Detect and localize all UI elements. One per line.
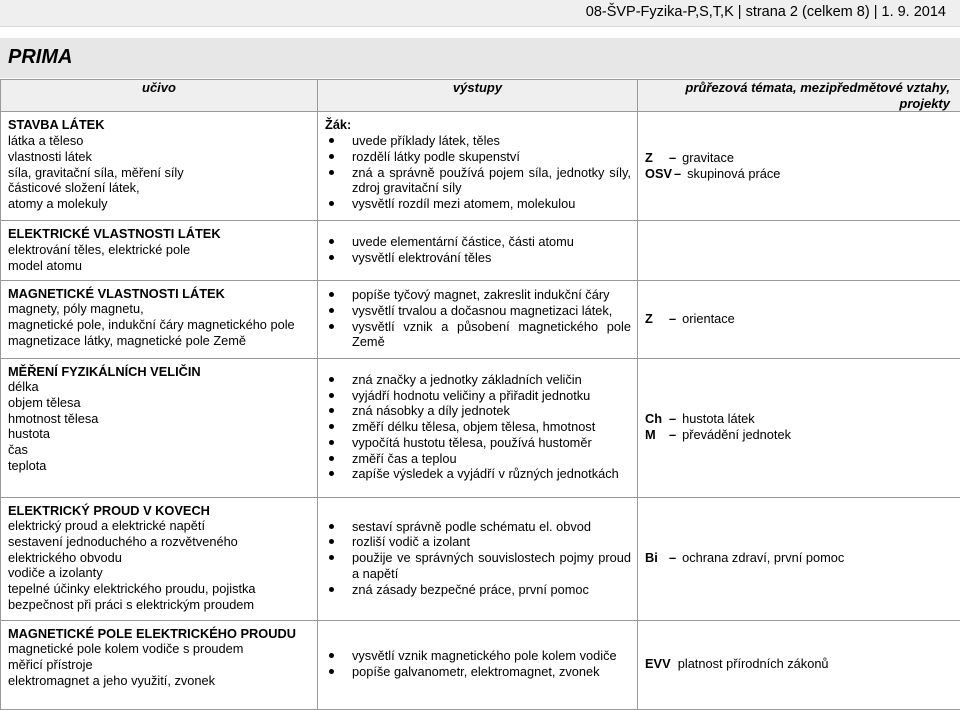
cross-curricular-text: orientace [682,311,735,326]
topic-item: délka [8,379,311,395]
topic-item: elektrický proud a elektrické napětí [8,518,311,534]
curriculum-table [0,79,960,710]
topic-cell [1,497,318,620]
topic-item: vodiče a izolanty [8,565,311,581]
cross-curricular-entry [645,427,954,443]
output-item: popíše galvanometr, elektromagnet, zvonek [325,664,631,680]
column-header-vystupy: výstupy [318,80,638,112]
output-item: popíše tyčový magnet, zakreslit indukční čáry [325,287,631,303]
table-row [1,221,960,280]
cross-curricular-cell [638,497,960,620]
cross-curricular-entry [645,656,954,672]
output-item: rozdělí látky podle skupenství [325,149,631,165]
cross-curricular-entry [645,150,954,166]
topic-cell [1,358,318,497]
topic-title: MĚŘENÍ FYZIKÁLNÍCH VELIČIN [8,364,311,380]
table-row [1,497,960,620]
table-header-row [1,80,960,112]
output-item: vysvětlí vznik magnetického pole kolem vodiče [325,648,631,664]
output-item: vysvětlí trvalou a dočasnou magnetizaci látek, [325,303,631,319]
page-header-text: 08-ŠVP-Fyzika-P,S,T,K | strana 2 (celkem 8) | 1. 9. 2014 [586,4,946,20]
topic-item: magnetizace látky, magnetické pole Země [8,333,311,349]
topic-cell [1,280,318,358]
topic-item: teplota [8,458,311,474]
subject-code: EVV [645,656,671,672]
subject-code: Z [645,311,667,327]
topic-item: elektrování těles, elektrické pole [8,242,311,258]
grade-title: PRIMA [8,46,72,69]
output-item: zná značky a jednotky základních veličin [325,372,631,388]
topic-item: sestavení jednoduchého a rozvětveného [8,534,311,550]
table-row [1,358,960,497]
topic-item: elektrického obvodu [8,550,311,566]
outputs-cell [318,221,638,280]
code-separator: – [674,166,681,182]
output-item: zapíše výsledek a vyjádří v různých jednotkách [325,466,631,482]
cross-curricular-text: platnost přírodních zákonů [678,656,829,671]
topic-title: ELEKTRICKÉ VLASTNOSTI LÁTEK [8,226,311,242]
output-item: vysvětlí elektrování těles [325,250,631,266]
cross-curricular-cell [638,358,960,497]
output-item: zná násobky a díly jednotek [325,403,631,419]
topic-cell [1,221,318,280]
topic-item: model atomu [8,258,311,274]
subject-code: Bi [645,550,667,566]
table-row [1,620,960,709]
topic-cell [1,620,318,709]
document-header [0,0,960,27]
topic-item: hustota [8,426,311,442]
topic-cell [1,112,318,221]
output-item: zná a správně používá pojem síla, jednotky síly, zdroj gravitační síly [325,165,631,196]
output-item: změří čas a teplou [325,451,631,467]
code-separator: – [669,411,676,427]
table-row [1,112,960,221]
topic-item: bezpečnost při práci s elektrickým proudem [8,597,311,613]
topic-item: atomy a molekuly [8,196,311,212]
outputs-cell [318,620,638,709]
cross-curricular-cell [638,112,960,221]
cross-curricular-entry [645,411,954,427]
output-item: vypočítá hustotu tělesa, používá hustoměr [325,435,631,451]
cross-curricular-entry [645,550,954,566]
topic-item: látka a těleso [8,133,311,149]
cross-curricular-cell [638,280,960,358]
topic-item: hmotnost tělesa [8,411,311,427]
topic-item: částicové složení látek, [8,180,311,196]
cross-curricular-entry [645,166,954,182]
outputs-cell [318,497,638,620]
output-item: rozliší vodič a izolant [325,534,631,550]
code-separator: – [669,550,676,566]
topic-item: síla, gravitační síla, měření síly [8,165,311,181]
topic-title: MAGNETICKÉ VLASTNOSTI LÁTEK [8,286,311,302]
cross-curricular-text: hustota látek [682,411,755,426]
topic-item: magnetické pole, indukční čáry magnetického pole [8,317,311,333]
output-item: vyjádří hodnotu veličiny a přiřadit jednotku [325,388,631,404]
subject-code: Z [645,150,667,166]
topic-item: objem tělesa [8,395,311,411]
topic-title: ELEKTRICKÝ PROUD V KOVECH [8,503,311,519]
topic-title: MAGNETICKÉ POLE ELEKTRICKÉHO PROUDU [8,626,311,642]
subject-code: OSV [645,166,672,182]
cross-curricular-entry [645,311,954,327]
topic-item: magnetické pole kolem vodiče s proudem [8,641,311,657]
outputs-cell [318,358,638,497]
output-item: uvede příklady látek, těles [325,133,631,149]
student-label: Žák: [325,117,631,133]
code-separator: – [669,427,676,443]
column-header-ucivo: učivo [1,80,318,112]
output-item: změří délku tělesa, objem tělesa, hmotnost [325,419,631,435]
output-item: zná zásady bezpečné práce, první pomoc [325,582,631,598]
column-header-prurezova-temata: průřezová témata, mezipředmětové vztahy, projekty [638,80,960,112]
table-row [1,280,960,358]
topic-item: tepelné účinky elektrického proudu, pojistka [8,581,311,597]
output-item: sestaví správně podle schématu el. obvod [325,519,631,535]
topic-item: čas [8,442,311,458]
cross-curricular-text: skupinová práce [687,166,780,181]
cross-curricular-cell [638,620,960,709]
topic-item: magnety, póly magnetu, [8,301,311,317]
topic-item: měřicí přístroje [8,657,311,673]
subject-code: Ch [645,411,667,427]
topic-item: elektromagnet a jeho využití, zvonek [8,673,311,689]
output-item: použije ve správných souvislostech pojmy proud a napětí [325,550,631,581]
output-item: uvede elementární částice, části atomu [325,234,631,250]
code-separator: – [669,311,676,327]
outputs-cell [318,112,638,221]
code-separator: – [669,150,676,166]
topic-item: vlastnosti látek [8,149,311,165]
topic-title: STAVBA LÁTEK [8,117,311,133]
cross-curricular-text: gravitace [682,150,734,165]
subject-code: M [645,427,667,443]
output-item: vysvětlí rozdíl mezi atomem, molekulou [325,196,631,212]
output-item: vysvětlí vznik a působení magnetického pole Země [325,319,631,350]
grade-heading-bar [0,38,960,78]
outputs-cell [318,280,638,358]
cross-curricular-cell [638,221,960,280]
cross-curricular-text: převádění jednotek [682,427,791,442]
cross-curricular-text: ochrana zdraví, první pomoc [682,550,844,565]
